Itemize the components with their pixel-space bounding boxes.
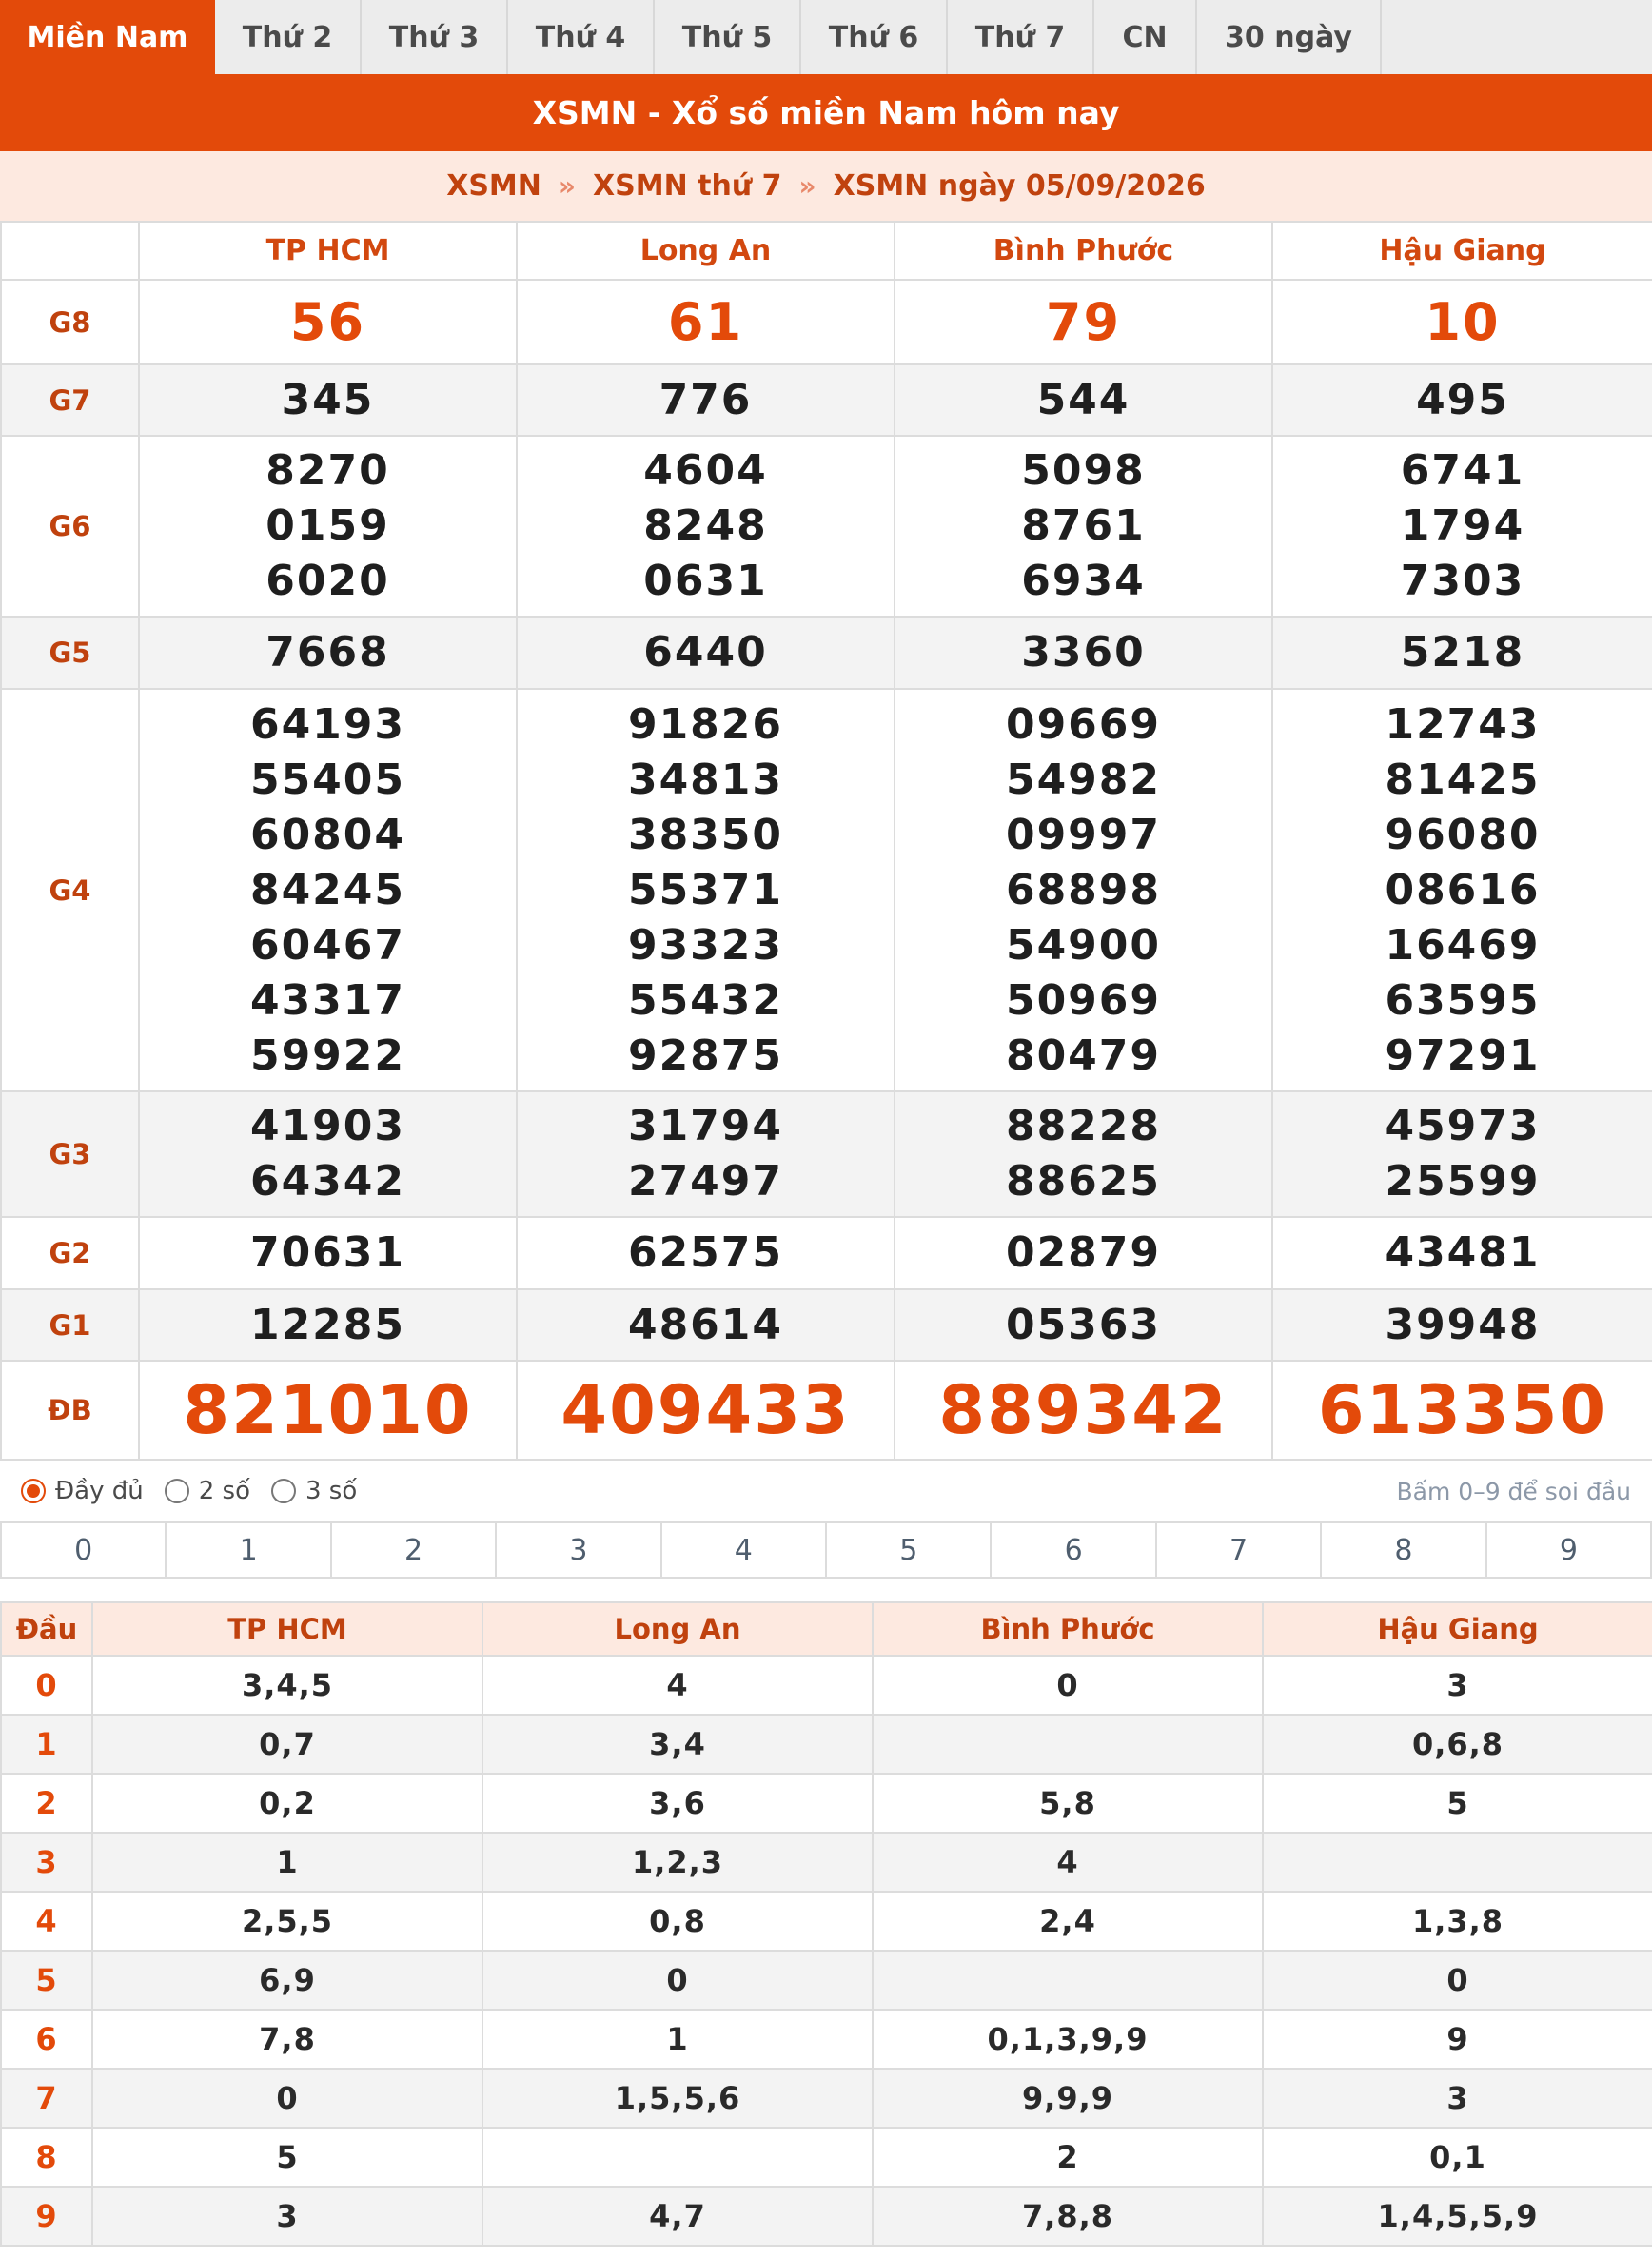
tail-digits-cell: 3,6 [482, 1774, 873, 1833]
prize-cell [895, 1361, 1272, 1460]
prize-cell [139, 1289, 517, 1361]
prize-number: 1794 [1400, 501, 1525, 550]
prize-cell [895, 280, 1272, 364]
tail-digits-cell: 0,1 [1263, 2128, 1652, 2187]
prize-cell [1272, 1289, 1652, 1361]
tail-digits-cell: 3 [92, 2187, 482, 2246]
province-header: Hậu Giang [1272, 222, 1652, 280]
prize-cell [139, 436, 517, 617]
option-3-digits[interactable] [271, 1477, 357, 1505]
prize-row-g5 [1, 617, 1652, 689]
tail-digits-cell: 4 [873, 1833, 1263, 1892]
digit-button-9[interactable]: 9 [1487, 1523, 1652, 1577]
head-digit-cell: 7 [1, 2069, 92, 2128]
tab-thu-3[interactable]: Thứ 3 [362, 0, 508, 74]
head-table-header-row [1, 1602, 1652, 1656]
digit-button-6[interactable]: 6 [992, 1523, 1156, 1577]
province-header: Hậu Giang [1263, 1602, 1652, 1656]
breadcrumb-separator: » [558, 170, 576, 202]
table-row [1, 1833, 1652, 1892]
breadcrumb-link-thu-7[interactable]: XSMN thứ 7 [592, 169, 782, 203]
head-digit-cell: 9 [1, 2187, 92, 2246]
prize-number: 54982 [1005, 755, 1162, 804]
tab-thu-2[interactable]: Thứ 2 [215, 0, 362, 74]
prize-number: 41903 [249, 1102, 406, 1150]
prize-number: 05363 [1005, 1300, 1162, 1349]
prize-number: 48614 [627, 1300, 784, 1349]
prize-label: G7 [1, 364, 139, 436]
prize-number: 56 [289, 292, 366, 352]
prize-number: 5098 [1021, 446, 1146, 495]
prize-number: 3360 [1021, 628, 1146, 677]
prize-number: 68898 [1005, 865, 1162, 914]
prize-number: 59922 [249, 1030, 406, 1080]
prize-number: 27497 [627, 1157, 784, 1206]
prize-row-g3 [1, 1091, 1652, 1217]
head-column-header: Đầu [1, 1602, 92, 1656]
tail-digits-cell: 0,8 [482, 1892, 873, 1951]
digit-button-5[interactable]: 5 [827, 1523, 992, 1577]
special-prize-number: 409433 [560, 1371, 851, 1449]
prize-row-g1 [1, 1289, 1652, 1361]
prize-number: 6934 [1021, 557, 1146, 605]
prize-number: 0159 [266, 501, 390, 550]
prize-cell [1272, 280, 1652, 364]
prize-row-g6 [1, 436, 1652, 617]
table-row [1, 1951, 1652, 2010]
tail-digits-cell: 9 [1263, 2010, 1652, 2069]
province-header-row [1, 222, 1652, 280]
prize-number: 50969 [1005, 975, 1162, 1025]
prize-cell [895, 436, 1272, 617]
breadcrumb-link-xsmn[interactable]: XSMN [446, 169, 541, 203]
tail-digits-cell [873, 1951, 1263, 2010]
prize-label: G2 [1, 1217, 139, 1289]
prize-cell [517, 1217, 895, 1289]
prize-number: 544 [1036, 375, 1131, 424]
tail-digits-cell: 6,9 [92, 1951, 482, 2010]
prize-number: 16469 [1385, 920, 1541, 970]
table-row [1, 2069, 1652, 2128]
tail-digits-cell: 0 [873, 1656, 1263, 1715]
prize-cell [139, 1361, 517, 1460]
prize-number: 64342 [249, 1157, 406, 1206]
digit-button-0[interactable]: 0 [0, 1523, 167, 1577]
prize-number: 55371 [627, 865, 784, 914]
prize-number: 0631 [643, 557, 768, 605]
tail-digits-cell: 0 [482, 1951, 873, 2010]
prize-number: 8270 [266, 446, 390, 495]
prize-number: 97291 [1385, 1030, 1541, 1080]
prize-row-g8 [1, 280, 1652, 364]
prize-number: 7303 [1400, 557, 1525, 605]
head-digit-cell: 5 [1, 1951, 92, 2010]
option-label: 2 số [198, 1477, 250, 1505]
prize-cell [895, 1289, 1272, 1361]
prize-number: 88625 [1005, 1157, 1162, 1206]
radio-unchecked-icon[interactable] [165, 1479, 189, 1503]
tail-digits-cell: 7,8 [92, 2010, 482, 2069]
prize-cell [139, 1217, 517, 1289]
prize-number: 55432 [627, 975, 784, 1025]
prize-cell [1272, 1361, 1652, 1460]
tail-digits-cell: 5,8 [873, 1774, 1263, 1833]
tail-digits-cell: 3,4,5 [92, 1656, 482, 1715]
table-row [1, 1774, 1652, 1833]
prize-cell [139, 617, 517, 689]
tab-mien-nam[interactable]: Miền Nam [0, 0, 215, 74]
digit-button-7[interactable]: 7 [1157, 1523, 1322, 1577]
prize-number: 8248 [643, 501, 768, 550]
page-title: XSMN - Xổ số miền Nam hôm nay [0, 74, 1652, 151]
prize-cell [1272, 1217, 1652, 1289]
prize-number: 10 [1425, 292, 1501, 352]
prize-cell [139, 364, 517, 436]
digit-button-3[interactable]: 3 [497, 1523, 661, 1577]
province-header: TP HCM [139, 222, 517, 280]
prize-number: 34813 [627, 755, 784, 804]
prize-number: 8761 [1021, 501, 1146, 550]
breadcrumb-current-date[interactable]: XSMN ngày 05/09/2026 [833, 169, 1206, 203]
prize-cell [517, 617, 895, 689]
tail-digits-cell: 9,9,9 [873, 2069, 1263, 2128]
tab-thu-6[interactable]: Thứ 6 [801, 0, 948, 74]
tail-digits-cell: 2 [873, 2128, 1263, 2187]
prize-cell [139, 280, 517, 364]
breadcrumb-separator: » [798, 170, 816, 202]
prize-number: 776 [659, 375, 753, 424]
prize-number: 6440 [643, 628, 768, 677]
tail-digits-cell [1263, 1833, 1652, 1892]
display-options [0, 1461, 1652, 1521]
head-digit-cell: 3 [1, 1833, 92, 1892]
breadcrumb [0, 151, 1652, 221]
prize-number: 6020 [266, 557, 390, 605]
tab-thu-5[interactable]: Thứ 5 [655, 0, 801, 74]
tail-digits-cell: 5 [1263, 1774, 1652, 1833]
tail-digits-cell: 0 [92, 2069, 482, 2128]
prize-number: 345 [281, 375, 375, 424]
region-tabs [0, 0, 1652, 74]
tab-30-ngay[interactable]: 30 ngày [1197, 0, 1382, 74]
prize-cell [517, 1289, 895, 1361]
tail-digits-cell: 1,4,5,5,9 [1263, 2187, 1652, 2246]
prize-label: G1 [1, 1289, 139, 1361]
prize-number: 39948 [1385, 1300, 1541, 1349]
digit-button-2[interactable]: 2 [332, 1523, 497, 1577]
prize-cell [517, 280, 895, 364]
tail-digits-cell: 5 [92, 2128, 482, 2187]
tail-digits-cell: 0,2 [92, 1774, 482, 1833]
prize-cell [895, 1091, 1272, 1217]
prize-label: G3 [1, 1091, 139, 1217]
head-digit-cell: 6 [1, 2010, 92, 2069]
prize-number: 02879 [1005, 1228, 1162, 1277]
head-digit-cell: 2 [1, 1774, 92, 1833]
prize-cell [1272, 436, 1652, 617]
prize-cell [517, 689, 895, 1091]
prize-cell [139, 689, 517, 1091]
digit-button-4[interactable]: 4 [662, 1523, 827, 1577]
prize-number: 92875 [627, 1030, 784, 1080]
prize-label: G4 [1, 689, 139, 1091]
head-digit-cell: 0 [1, 1656, 92, 1715]
province-header: TP HCM [92, 1602, 482, 1656]
table-row [1, 2128, 1652, 2187]
tab-cn[interactable]: CN [1094, 0, 1197, 74]
prize-cell [895, 617, 1272, 689]
option-2-digits[interactable] [165, 1477, 250, 1505]
tail-digits-cell: 7,8,8 [873, 2187, 1263, 2246]
prize-label: ĐB [1, 1361, 139, 1460]
prize-number: 7668 [266, 628, 390, 677]
prize-number: 61 [667, 292, 744, 352]
prize-number: 09997 [1005, 810, 1162, 859]
tail-digits-cell: 3,4 [482, 1715, 873, 1774]
prize-number: 31794 [627, 1102, 784, 1150]
prize-cell [517, 364, 895, 436]
radio-unchecked-icon[interactable] [271, 1479, 296, 1503]
prize-cell [139, 1091, 517, 1217]
tail-digits-cell: 2,4 [873, 1892, 1263, 1951]
prize-number: 96080 [1385, 810, 1541, 859]
tail-digits-cell: 4 [482, 1656, 873, 1715]
table-row [1, 1892, 1652, 1951]
table-row [1, 2187, 1652, 2246]
prize-row-g2 [1, 1217, 1652, 1289]
tail-digits-cell: 3 [1263, 2069, 1652, 2128]
tail-digits-cell: 4,7 [482, 2187, 873, 2246]
prize-number: 495 [1416, 375, 1509, 424]
prize-number: 08616 [1385, 865, 1541, 914]
prize-number: 62575 [627, 1228, 784, 1277]
results-table [0, 221, 1652, 1461]
tail-digits-cell: 2,5,5 [92, 1892, 482, 1951]
special-prize-number: 821010 [183, 1371, 473, 1449]
tail-digits-cell: 1 [92, 1833, 482, 1892]
prize-number: 64193 [249, 699, 406, 749]
prize-cell [895, 689, 1272, 1091]
head-digit-cell: 1 [1, 1715, 92, 1774]
prize-number: 12285 [249, 1300, 406, 1349]
tail-digits-cell: 0,6,8 [1263, 1715, 1652, 1774]
prize-label: G6 [1, 436, 139, 617]
prize-number: 5218 [1400, 628, 1525, 677]
prize-number: 88228 [1005, 1102, 1162, 1150]
prize-label: G5 [1, 617, 139, 689]
province-header: Bình Phước [895, 222, 1272, 280]
province-header: Long An [517, 222, 895, 280]
special-prize-number: 889342 [938, 1371, 1229, 1449]
tail-digits-cell: 1 [482, 2010, 873, 2069]
corner-cell [1, 222, 139, 280]
prize-number: 25599 [1385, 1157, 1541, 1206]
prize-number: 45973 [1385, 1102, 1541, 1150]
table-row [1, 2010, 1652, 2069]
tail-digits-cell: 0,1,3,9,9 [873, 2010, 1263, 2069]
prize-number: 12743 [1385, 699, 1541, 749]
option-label: 3 số [305, 1477, 358, 1505]
tail-digits-cell [482, 2128, 873, 2187]
tail-digits-cell: 3 [1263, 1656, 1652, 1715]
special-prize-number: 613350 [1317, 1371, 1608, 1449]
prize-number: 79 [1045, 292, 1122, 352]
tab-thu-4[interactable]: Thứ 4 [508, 0, 655, 74]
prize-number: 43481 [1385, 1228, 1541, 1277]
tail-digits-cell: 1,3,8 [1263, 1892, 1652, 1951]
prize-number: 38350 [627, 810, 784, 859]
prize-number: 84245 [249, 865, 406, 914]
prize-number: 43317 [249, 975, 406, 1025]
prize-row-g4 [1, 689, 1652, 1091]
tab-thu-7[interactable]: Thứ 7 [948, 0, 1094, 74]
tail-digits-cell: 0,7 [92, 1715, 482, 1774]
prize-number: 81425 [1385, 755, 1541, 804]
prize-number: 54900 [1005, 920, 1162, 970]
tail-digits-cell: 0 [1263, 1951, 1652, 2010]
prize-cell [1272, 689, 1652, 1091]
province-header: Bình Phước [873, 1602, 1263, 1656]
tabs-filler [1382, 0, 1652, 74]
prize-cell [517, 1361, 895, 1460]
prize-number: 70631 [249, 1228, 406, 1277]
prize-cell [895, 364, 1272, 436]
prize-number: 93323 [627, 920, 784, 970]
prize-number: 63595 [1385, 975, 1541, 1025]
prize-number: 4604 [643, 446, 768, 495]
digit-button-8[interactable]: 8 [1322, 1523, 1486, 1577]
prize-number: 60804 [249, 810, 406, 859]
prize-cell [517, 436, 895, 617]
option-full[interactable] [21, 1477, 144, 1505]
tail-digits-cell [873, 1715, 1263, 1774]
head-digit-cell: 4 [1, 1892, 92, 1951]
prize-number: 55405 [249, 755, 406, 804]
prize-row-g7 [1, 364, 1652, 436]
prize-cell [895, 1217, 1272, 1289]
prize-cell [517, 1091, 895, 1217]
prize-number: 60467 [249, 920, 406, 970]
prize-cell [1272, 1091, 1652, 1217]
table-row [1, 1715, 1652, 1774]
option-label: Đầy đủ [55, 1477, 144, 1505]
tail-digits-cell: 1,2,3 [482, 1833, 873, 1892]
digit-hint: Bấm 0–9 để soi đầu [1396, 1477, 1631, 1505]
province-header: Long An [482, 1602, 873, 1656]
table-row [1, 1656, 1652, 1715]
head-digit-cell: 8 [1, 2128, 92, 2187]
prize-cell [1272, 617, 1652, 689]
tail-digits-cell: 1,5,5,6 [482, 2069, 873, 2128]
prize-number: 80479 [1005, 1030, 1162, 1080]
digit-filter-bar [0, 1521, 1652, 1579]
head-table-body [1, 1656, 1652, 2246]
prize-label: G8 [1, 280, 139, 364]
prize-row-db [1, 1361, 1652, 1460]
prize-number: 09669 [1005, 699, 1162, 749]
digit-button-1[interactable]: 1 [167, 1523, 331, 1577]
head-digit-table [0, 1601, 1652, 2247]
prize-cell [1272, 364, 1652, 436]
prize-number: 6741 [1400, 446, 1525, 495]
radio-checked-icon[interactable] [21, 1479, 46, 1503]
prize-number: 91826 [627, 699, 784, 749]
